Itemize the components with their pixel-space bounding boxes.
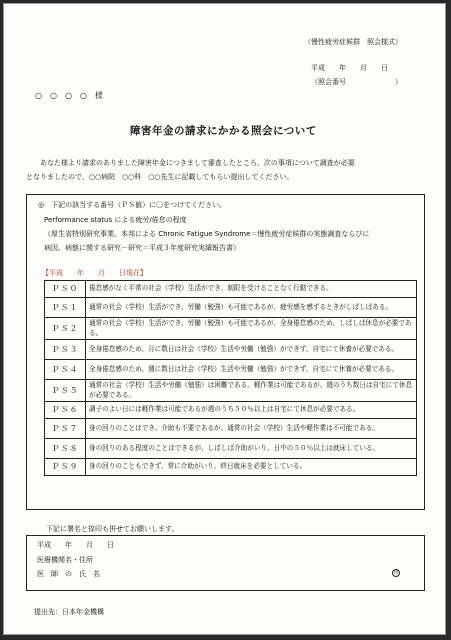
ps-row — [45, 298, 417, 318]
ps-row — [45, 419, 417, 439]
inquiry-number: （照会番号 ） — [311, 78, 402, 86]
ps-description: 身の回りのこともできず、常に介助がいり、終日就床を必要としている。 — [86, 459, 417, 476]
ps-row — [45, 318, 417, 340]
ps-row — [45, 281, 417, 298]
instruction-line-3: （厚生省特別研究事業、本邦による Chronic Fatigue Syndrome＝慢性疲労症候群の実態調査ならびに — [44, 230, 370, 238]
ps-level[interactable]: ＰＳ８ — [45, 439, 86, 459]
page-title: 障害年金の請求にかかる照会について — [130, 125, 317, 137]
ps-description: 身の回りのことはでき、介助も不要であるが、通常の社会（学校）生活や軽作業は不可能である。 — [86, 419, 417, 439]
institution-name-address[interactable]: 医療機関名・住所 — [37, 556, 93, 564]
document-page — [3, 3, 446, 635]
ps-level[interactable]: ＰＳ１ — [45, 298, 86, 318]
current-date-stamp: 【平成 年 月 日現在】 — [42, 269, 147, 277]
ps-level[interactable]: ＰＳ０ — [45, 281, 86, 298]
ps-table — [44, 280, 417, 476]
ps-row — [45, 360, 417, 380]
seal-mark: 印 — [393, 570, 399, 576]
ps-level[interactable]: ＰＳ６ — [45, 402, 86, 419]
ps-description: 調子のよい日には軽作業は可能であるが週のうち５０％以上は自宅にて休息が必要である。 — [86, 402, 417, 419]
ps-row — [45, 402, 417, 419]
signature-date[interactable]: 平成 年 月 日 — [37, 541, 114, 549]
ps-level[interactable]: ＰＳ３ — [45, 340, 86, 360]
ps-level[interactable]: ＰＳ２ — [45, 318, 86, 340]
ps-description: 通常の社会（学校）生活や労働（勉強）は困難である。軽作業は可能であるが、週のうち数日は自宅にて休息が必要である。 — [86, 380, 417, 402]
ps-row — [45, 459, 417, 476]
ps-description: 全身倦怠感のため、月に数日は社会（学校）生活や労働（勉強）ができず、自宅にて休養が必要である。 — [86, 340, 417, 360]
ps-description: 身の回りのある程度のことはできるが、しばしば介助がいり、日中の５０％以上は就床している。 — [86, 439, 417, 459]
ps-description: 全身倦怠感のため、週に数日は社会（学校）生活や労働（勉強）ができず、自宅にて休養が必要である。 — [86, 360, 417, 380]
instruction-line-4: 病因、病態に関する研究－研究＝平成３年度研究実績報告書） — [44, 244, 240, 252]
ps-description: 通常の社会（学校）生活ができ、労働（勉強）も可能であるが、疲労感を感ずるときがしばしばある。 — [86, 298, 417, 318]
signature-instruction: 下記に署名と捺印も併せてお願いします。 — [46, 525, 179, 533]
ps-level[interactable]: ＰＳ７ — [45, 419, 86, 439]
intro-line-2: となりましたので、○○病院 ○○科 ○○先生に記載してもらい提出してください。 — [26, 173, 294, 181]
ps-row — [45, 380, 417, 402]
doctor-name[interactable]: 医 師 の 氏 名 — [37, 570, 100, 578]
ps-description: 通常の社会（学校）生活ができ、労働（勉強）も可能であるが、全身倦怠感のため、しばしば休息が必要である。 — [86, 318, 417, 340]
ps-row — [45, 439, 417, 459]
ps-level[interactable]: ＰＳ９ — [45, 459, 86, 476]
instruction-line-1: ◎ 下記の該当する番号（ＰＳ値）に〇をつけてください。 — [38, 201, 227, 209]
form-type: （慢性疲労症候群 照会様式） — [304, 38, 402, 46]
ps-level[interactable]: ＰＳ５ — [45, 380, 86, 402]
intro-line-1: あなた様より請求のありました障害年金につきまして審査したところ、次の事項について調査が必要 — [40, 159, 355, 167]
ps-row — [45, 340, 417, 360]
addressee: ○ ○ ○ ○ 様 — [35, 91, 103, 100]
instruction-line-2: Performance status による疲労/倦怠の程度 — [44, 216, 187, 224]
submit-to: 提出先：日本年金機構 — [34, 608, 104, 616]
ps-description: 倦怠感がなく平常の社会（学校）生活ができ、制限を受けることなく行動できる。 — [86, 281, 417, 298]
ps-level[interactable]: ＰＳ４ — [45, 360, 86, 380]
header-date: 平成 年 月 日 — [311, 64, 388, 72]
